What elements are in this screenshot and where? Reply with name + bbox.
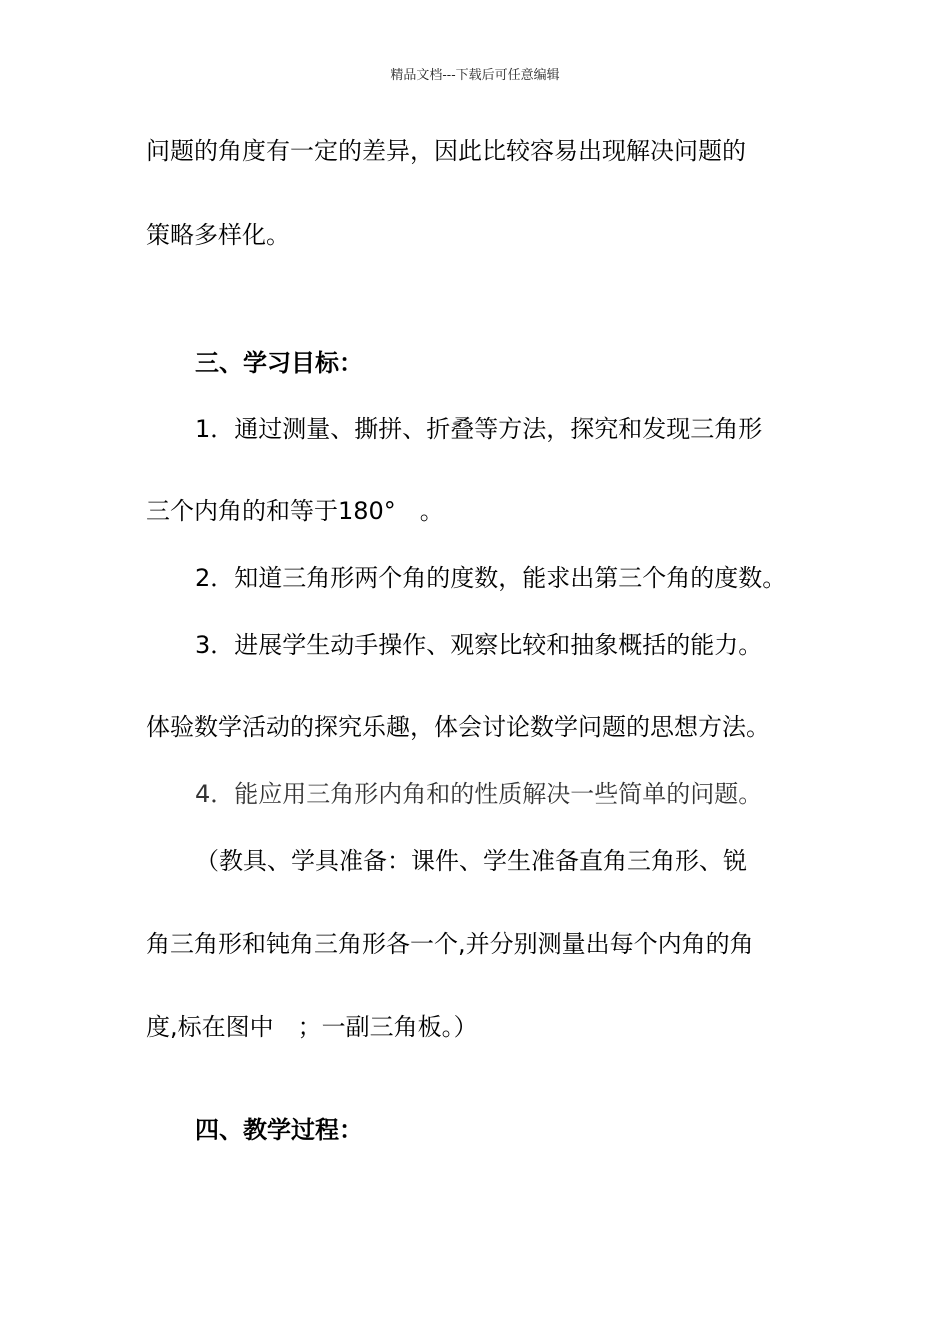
- paragraph-line-1: 问题的角度有一定的差异，因此比较容易出现解决问题的: [146, 137, 746, 165]
- materials-line-2: 角三角形和钝角三角形各一个,并分别测量出每个内角的角: [146, 930, 754, 958]
- goal-3-line-1: 3．进展学生动手操作、观察比较和抽象概括的能力。: [195, 631, 763, 659]
- goal-1-line-1: 1．通过测量、撕拼、折叠等方法，探究和发现三角形: [195, 415, 763, 443]
- goal-1-line-2: 三个内角的和等于180° 。: [146, 497, 444, 525]
- section-heading-learning-goals: 三、学习目标：: [195, 349, 363, 377]
- goal-3-line-2: 体验数学活动的探究乐趣，体会讨论数学问题的思想方法。: [146, 713, 770, 741]
- goal-4: 4．能应用三角形内角和的性质解决一些简单的问题。: [195, 780, 763, 808]
- page-header: 精品文档---下载后可任意编辑: [390, 68, 560, 83]
- materials-line-3: 度,标在图中 ；一副三角板。）: [146, 1013, 478, 1041]
- goal-2: 2．知道三角形两个角的度数，能求出第三个角的度数。: [195, 564, 787, 592]
- paragraph-line-2: 策略多样化。: [146, 221, 290, 249]
- section-heading-teaching-process: 四、教学过程：: [195, 1116, 363, 1144]
- materials-line-1: （教具、学具准备：课件、学生准备直角三角形、锐: [195, 847, 747, 875]
